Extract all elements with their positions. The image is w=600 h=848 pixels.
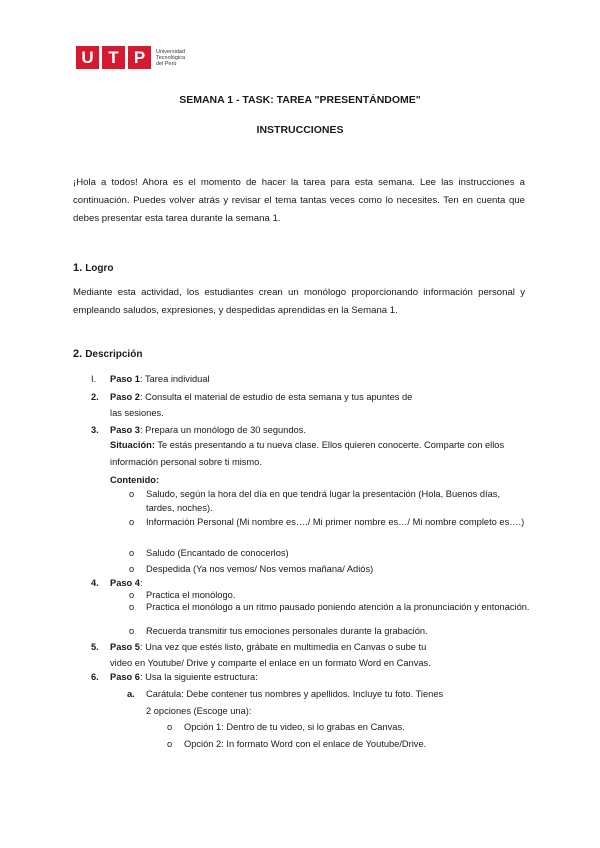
step-3: 3. Paso 3: Prepara un monólogo de 30 segundos. Situación: Te estás presentando a tu nueva clase. Ellos quieren conocerte. Comparte con ellos información personal sobre ti mismo. Contenido: [91, 423, 536, 487]
step-4-item: o Practica el monólogo. [129, 590, 236, 600]
step-6: 6. Paso 6: Usa la siguiente estructura: [91, 672, 258, 682]
intro-paragraph: ¡Hola a todos! Ahora es el momento de hacer la tarea para esta semana. Lee las instrucciones a continuación. Puedes volver atrás y revisar el tema tantas veces como lo necesites. Ten en cuenta que debes presentar esta tarea durante la semana 1. [73, 177, 525, 224]
contenido-item: o Despedida (Ya nos vemos/ Nos vemos mañana/ Adiós) [129, 564, 374, 574]
caratula-option: o Opción 2: In formato Word con el enlace de Youtube/Drive. [167, 739, 427, 749]
section-1-heading: 1. Logro [73, 262, 114, 274]
page-title: SEMANA 1 - TASK: TAREA "PRESENTÁNDOME" [179, 94, 421, 106]
step-2: 2. Paso 2: Consulta el material de estudio de esta semana y tus apuntes de las sesiones. [91, 392, 413, 418]
page-subtitle: INSTRUCCIONES [256, 124, 344, 136]
step-5: 5. Paso 5: Una vez que estés listo, grábate en multimedia en Canvas o sube tu video en Youtube/ Drive y comparte el enlace en un formato Word en Canvas. [91, 642, 431, 668]
utp-logo [76, 46, 185, 69]
contenido-item: o Información Personal (Mi nombre es…./ Mi primer nombre es…/ Mi nombre completo es….) [129, 517, 525, 527]
logo-letter-u: U [76, 46, 99, 69]
step-4: 4. Paso 4: [91, 578, 143, 588]
logo-university-name: Universidad Tecnológica del Perú [156, 48, 186, 67]
contenido-item: o Saludo, según la hora del día en que tendrá lugar la presentación (Hola, Buenos días, tardes, noches). [129, 489, 501, 513]
step-1: I. Paso 1: Tarea individual [91, 374, 210, 384]
section-2-heading: 2. Descripción [73, 348, 143, 360]
step-4-item: o Recuerda transmitir tus emociones personales durante la grabación. [129, 626, 428, 636]
section-1-text: Mediante esta actividad, los estudiantes crean un monólogo proporcionando información personal y empleando saludos, expresiones, y despedidas aprendidas en la Semana 1. [73, 287, 525, 316]
logo-letter-t: T [102, 46, 125, 69]
step-6-caratula: a. Carátula: Debe contener tus nombres y apellidos. Incluye tu foto. Tienes 2 opciones (Escoge una): [127, 689, 444, 716]
logo-letter-p: P [128, 46, 151, 69]
situacion: Situación: Te estás presentando a tu nueva clase. Ellos quieren conocerte. Comparte con ellos información personal sobre ti mismo. [110, 440, 505, 467]
caratula-option: o Opción 1: Dentro de tu video, si lo grabas en Canvas. [167, 722, 405, 732]
contenido-label: Contenido: [110, 475, 160, 485]
step-4-item: o Practica el monólogo a un ritmo pausado poniendo atención a la pronunciación y entonación. [129, 602, 530, 612]
contenido-item: o Saludo (Encantado de conocerlos) [129, 548, 289, 558]
